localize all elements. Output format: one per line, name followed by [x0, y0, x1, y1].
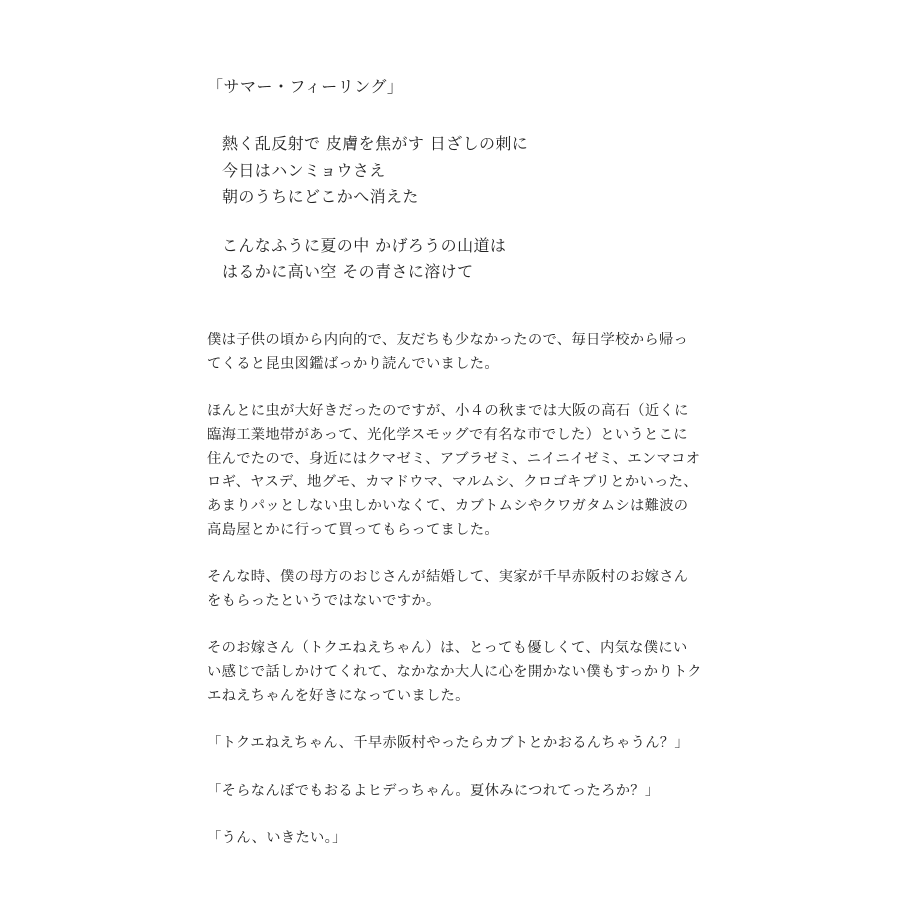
poem-line: 今日はハンミョウさえ — [222, 160, 386, 180]
prose-block — [207, 329, 727, 875]
dialogue-line — [207, 780, 727, 804]
paragraph-line: 高島屋とかに行って買ってもらってました。 — [207, 521, 499, 538]
poem-line: 熱く乱反射で 皮膚を焦がす 日ざしの刺に — [222, 134, 529, 153]
paragraph-line: ほんとに虫が大好きだったのですが、小４の秋までは大阪の高石（近くに — [207, 403, 689, 420]
paragraph-line: そんな時、僕の母方のおじさんが結婚して、実家が千早赤阪村のお嫁さん — [207, 569, 689, 586]
paragraph-line: 臨海工業地帯があって、光化学スモッグで有名な市でした）というとこに — [207, 426, 688, 443]
poem-stanza — [222, 131, 528, 211]
paragraph — [207, 400, 727, 542]
dialogue-line — [207, 827, 727, 851]
dialogue-line — [207, 732, 727, 756]
paragraph-line: 住んでたので、身近にはクマゼミ、アブラゼミ、ニイニイゼミ、エンマコオ — [207, 450, 701, 467]
paragraph-line: てくると昆虫図鑑ばっかり読んでいました。 — [207, 355, 499, 372]
poem-stanza — [222, 233, 528, 286]
paragraph — [207, 566, 727, 613]
paragraph — [207, 637, 727, 708]
paragraph-line: い感じで話しかけてくれて、なかなか大人に心を開かない僕もすっかりトク — [207, 664, 702, 681]
paragraph-line: 僕は子供の頃から内向的で、友だちも少なかったので、毎日学校から帰っ — [207, 332, 689, 348]
paragraph-line: をもらったというではないですか。 — [207, 592, 441, 609]
poem-block — [222, 131, 528, 308]
paragraph-line: ロギ、ヤスデ、地グモ、カマドウマ、マルムシ、クロゴキブリとかいった、 — [207, 474, 698, 491]
document-title: 「サマー・フィーリング」 — [207, 77, 404, 96]
paragraph — [207, 329, 727, 376]
poem-line: 朝のうちにどこかへ消えた — [222, 187, 419, 206]
paragraph-line: あまりパッとしない虫しかいなくて、カブトムシやクワガタムシは難波の — [207, 498, 689, 515]
paragraph-line: 「うん、いきたい。」 — [207, 830, 347, 847]
paragraph-line: 「そらなんぼでもおるよヒデっちゃん。夏休みにつれてったろか？」 — [207, 782, 660, 799]
poem-line: こんなふうに夏の中 かげろうの山道は — [222, 235, 507, 255]
poem-line: はるかに高い空 その青さに溶けて — [222, 262, 474, 281]
paragraph-line: エねえちゃんを好きになっていました。 — [207, 687, 470, 704]
paragraph-line: そのお嫁さん（トクエねえちゃん）は、とっても優しくて、内気な僕にい — [207, 640, 688, 657]
paragraph-line: 「トクエねえちゃん、千早赤阪村やったらカブトとかおるんちゃうん？」 — [207, 735, 689, 752]
